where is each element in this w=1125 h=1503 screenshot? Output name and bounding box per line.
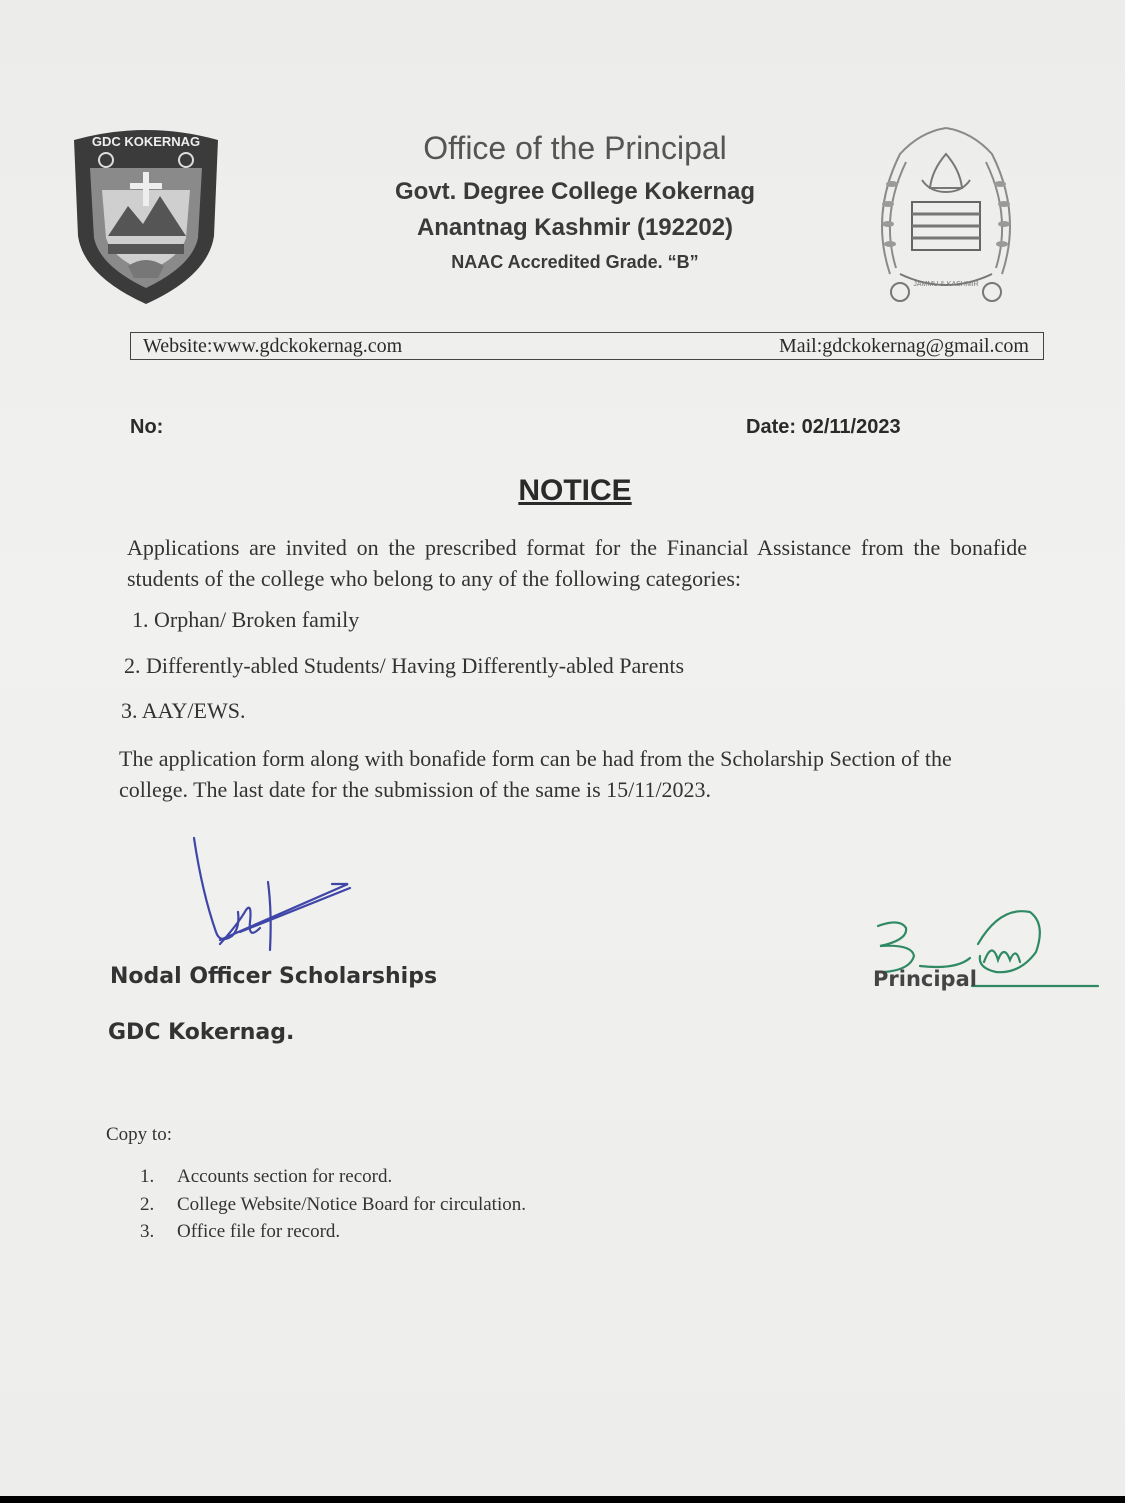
copy-to-list [140, 1166, 526, 1249]
emblem-text: JAMMU & KASHMIR [913, 281, 979, 288]
list-item: 3. Office file for record. [140, 1221, 341, 1242]
college-address: Anantnag Kashmir (192202) [416, 214, 734, 241]
list-item: 1. Accounts section for record. [140, 1166, 393, 1187]
website-text: Website:www.gdckokernag.com [143, 335, 403, 357]
naac-grade: NAAC Accredited Grade. “B” [451, 252, 699, 272]
contact-box [130, 332, 1044, 360]
state-emblem [870, 124, 1022, 306]
notice-title: NOTICE [518, 474, 632, 507]
nodal-officer-org: GDC Kokernag. [108, 1020, 295, 1045]
category-item: 1. Orphan/ Broken family [132, 607, 360, 632]
logo-text: GDC KOKERNAG [91, 134, 201, 149]
category-item: 3. AAY/EWS. [121, 698, 246, 723]
reference-number: No: [130, 416, 164, 438]
email-text: Mail:gdckokernag@gmail.com [778, 335, 1029, 357]
nodal-officer-signature [180, 832, 360, 962]
notice-intro: Applications are invited on the prescribed format for the Financial Assistance from the bonafide students of the college who belong to any of the following categories: [127, 535, 1027, 591]
college-name: Govt. Degree College Kokernag [394, 178, 756, 205]
bottom-edge [0, 1496, 1125, 1503]
notice-closing: The application form along with bonafide form can be had from the Scholarship Section of the college. The last date for the submission of the same is 15/11/2023. [119, 746, 952, 802]
list-item: 2. College Website/Notice Board for circulation. [140, 1193, 526, 1215]
nodal-officer-title: Nodal Officer Scholarships [110, 964, 438, 989]
notice-date: Date: 02/11/2023 [746, 416, 901, 438]
office-title: Office of the Principal [423, 130, 727, 166]
copy-to-heading: Copy to: [106, 1124, 172, 1145]
category-item: 2. Differently-abled Students/ Having Differently-abled Parents [124, 653, 685, 678]
college-logo [68, 126, 224, 306]
principal-title: Principal [873, 967, 977, 991]
